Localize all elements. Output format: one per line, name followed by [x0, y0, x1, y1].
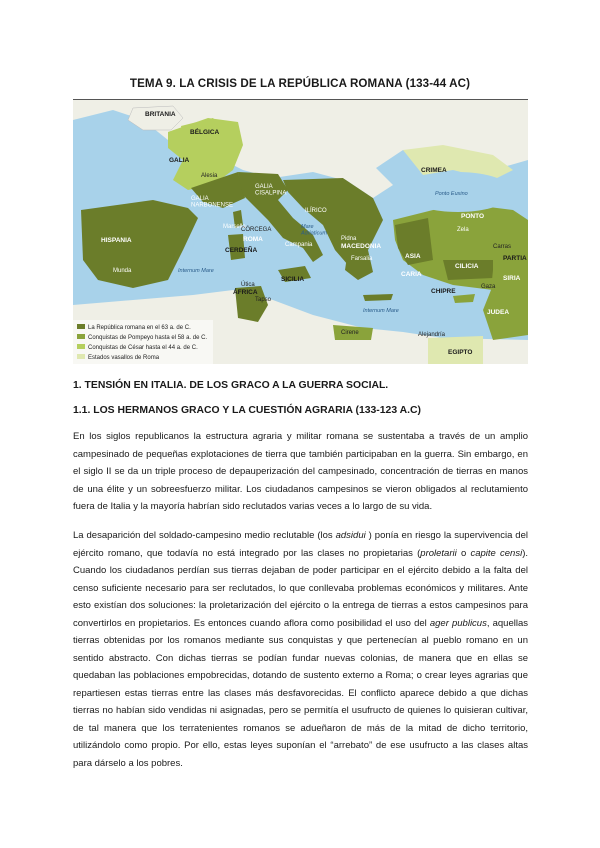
map-label-carras: Carras: [493, 244, 512, 250]
map-label-internum-mare-e: Internum Mare: [363, 308, 399, 314]
legend-item-pompey: Conquistas de Pompeyo hasta el 58 a. de C.: [88, 335, 208, 341]
paragraph-2: [73, 527, 528, 772]
map-label-crimea: CRIMEA: [421, 167, 447, 174]
map-label-pidna: Pidna: [341, 236, 357, 242]
map-label-hispania: HISPANIA: [101, 237, 132, 244]
map-label-ilirico: ILÍRICO: [305, 208, 327, 214]
map-label-marsella: Marsella: [223, 224, 246, 230]
map-label-galia-narbonense: GALIA NARBONENSE: [191, 196, 234, 209]
legend-swatch-vassal: [77, 354, 85, 359]
map-label-cerdena: CERDEÑA: [225, 247, 258, 254]
p2-term-adsidui: adsidui: [335, 530, 366, 541]
p2-text-e: , aquellas tierras obtenidas por los romanos mediante sus conquistas y que pertenecían al pueblo romano en un sentido abstracto. Con dichas tierras se podían fundar nuevas colonias, de manera que en ellas se quedaban las poblaciones empobrecidas, dotando de sustento externo a Roma; o crear leyes agrarias que repartiesen estas tierras entre las clases más desfavorecidas. El conflicto aparece debido a que dichas tierras no habían sido vendidas ni asignadas, pero se permitía el usufructo de quienes lo quisieran cultivar, de tal manera que los terratenientes romanos se adueñaron de más de la mitad de dicho territorio, utilizándolo como propio. Por ello, estas leyes suponían el “arrebato” de ese usufructo a las clases altas para dárselo a los pobres.: [73, 617, 528, 769]
map-label-utica: Útica: [241, 282, 255, 288]
map-label-belgica: BÉLGICA: [190, 129, 220, 136]
map-label-campania: Campania: [285, 242, 313, 248]
legend-item-caesar: Conquistas de César hasta el 44 a. de C.: [88, 345, 198, 351]
p2-text-d: ). Cuando los ciudadanos perdían sus tierras dejaban de poder participar en el ejército debido a la falta del censo suficiente necesario para ser reclutados, lo que conllevaba problemas económicos y militares. Ante esto existían dos soluciones: la proletarización del ejército o la entrega de tierras a estos campesinos para convertirlos en propietarios. Es entonces cuando aflora como posibilidad el uso del: [73, 547, 528, 629]
map-label-partia: PARTIA: [503, 255, 527, 262]
map-label-roma: ROMA: [243, 236, 263, 243]
p2-term-proletarii: proletarii: [420, 547, 457, 559]
map-label-galia: GALIA: [169, 157, 190, 164]
map-label-gaza: Gaza: [481, 284, 496, 290]
p2-text-b: ) ponía en riesgo la supervivencia del ejército romano, que todavía no está integrado por las clases no propietarias (: [73, 530, 528, 559]
map-label-siria: SIRIA: [503, 275, 521, 282]
legend-item-republic: La República romana en el 63 a. de C.: [88, 325, 191, 331]
map-label-britania: BRITANIA: [145, 111, 176, 118]
map-label-macedonia: MACEDONIA: [341, 243, 382, 250]
map-label-sicilia: SICILIA: [281, 276, 305, 283]
legend-item-vassal: Estados vasallos de Roma: [88, 355, 160, 361]
map-label-tapso: Tapso: [255, 297, 272, 303]
map-label-alejandria: Alejandría: [418, 332, 446, 338]
map-label-zela: Zela: [457, 227, 469, 233]
p2-term-capite-censi: capite censi: [470, 547, 523, 559]
roman-republic-map: [73, 99, 528, 364]
page-title: TEMA 9. LA CRISIS DE LA REPÚBLICA ROMANA (133-44 AC): [129, 77, 471, 90]
legend-swatch-pompey: [77, 334, 85, 339]
map-label-africa: ÁFRICA: [233, 289, 258, 296]
map-label-cilicia: CILICIA: [455, 263, 479, 270]
paragraph-1: En los siglos republicanos la estructura agraria y militar romana se sustentaba a través de un amplio campesinado de pequeñas explotaciones de tierra que también participaban en la guerra. Sin embargo, en el siglo II se da un triple proceso de depauperización del campesinado, concentración de tierras en manos de una élite y un sobreesfuerzo militar. Los ciudadanos campesinos se vieron obligados al reclutamiento fuera de Italia y la mayoría habrían sido reclutados varias veces a lo largo de su vida.: [73, 431, 528, 512]
map-label-ponto-euxino: Ponto Euxino: [435, 191, 468, 197]
map-label-egipto: EGIPTO: [448, 349, 473, 356]
legend-swatch-republic: [77, 324, 85, 329]
map-label-chipre: CHIPRE: [431, 288, 456, 295]
section-heading-1: 1. TENSIÓN EN ITALIA. DE LOS GRACO A LA GUERRA SOCIAL.: [73, 380, 389, 391]
map-label-mare-adriaticum: Mare Adriaticum: [301, 224, 327, 237]
map-label-ponto: PONTO: [461, 213, 484, 220]
legend-swatch-caesar: [77, 344, 85, 349]
map-label-asia: ASIA: [405, 253, 421, 260]
p2-text-a: La desaparición del soldado-campesino medio reclutable (los: [73, 530, 336, 541]
map-label-judea: JUDEA: [487, 309, 510, 316]
map-label-alesia: Alesia: [201, 173, 218, 179]
section-heading-1-1: 1.1. LOS HERMANOS GRACO Y LA CUESTIÓN AGRARIA (133-123 A.C): [73, 405, 421, 416]
p2-term-ager-publicus: ager publicus: [429, 617, 487, 629]
map-label-farsalia: Farsalia: [351, 256, 373, 262]
map-label-corcega: CÓRCEGA: [241, 227, 272, 233]
map-label-munda: Munda: [113, 268, 132, 274]
p2-text-c: o: [456, 547, 471, 559]
map-legend: [73, 320, 213, 364]
map-label-caria: CARIA: [401, 271, 422, 278]
map-label-cirene: Cirene: [341, 330, 359, 336]
map-label-galia-cisalpina: GALIA CISALPINA: [255, 184, 287, 197]
map-label-internum-mare-w: Internum Mare: [178, 268, 214, 274]
